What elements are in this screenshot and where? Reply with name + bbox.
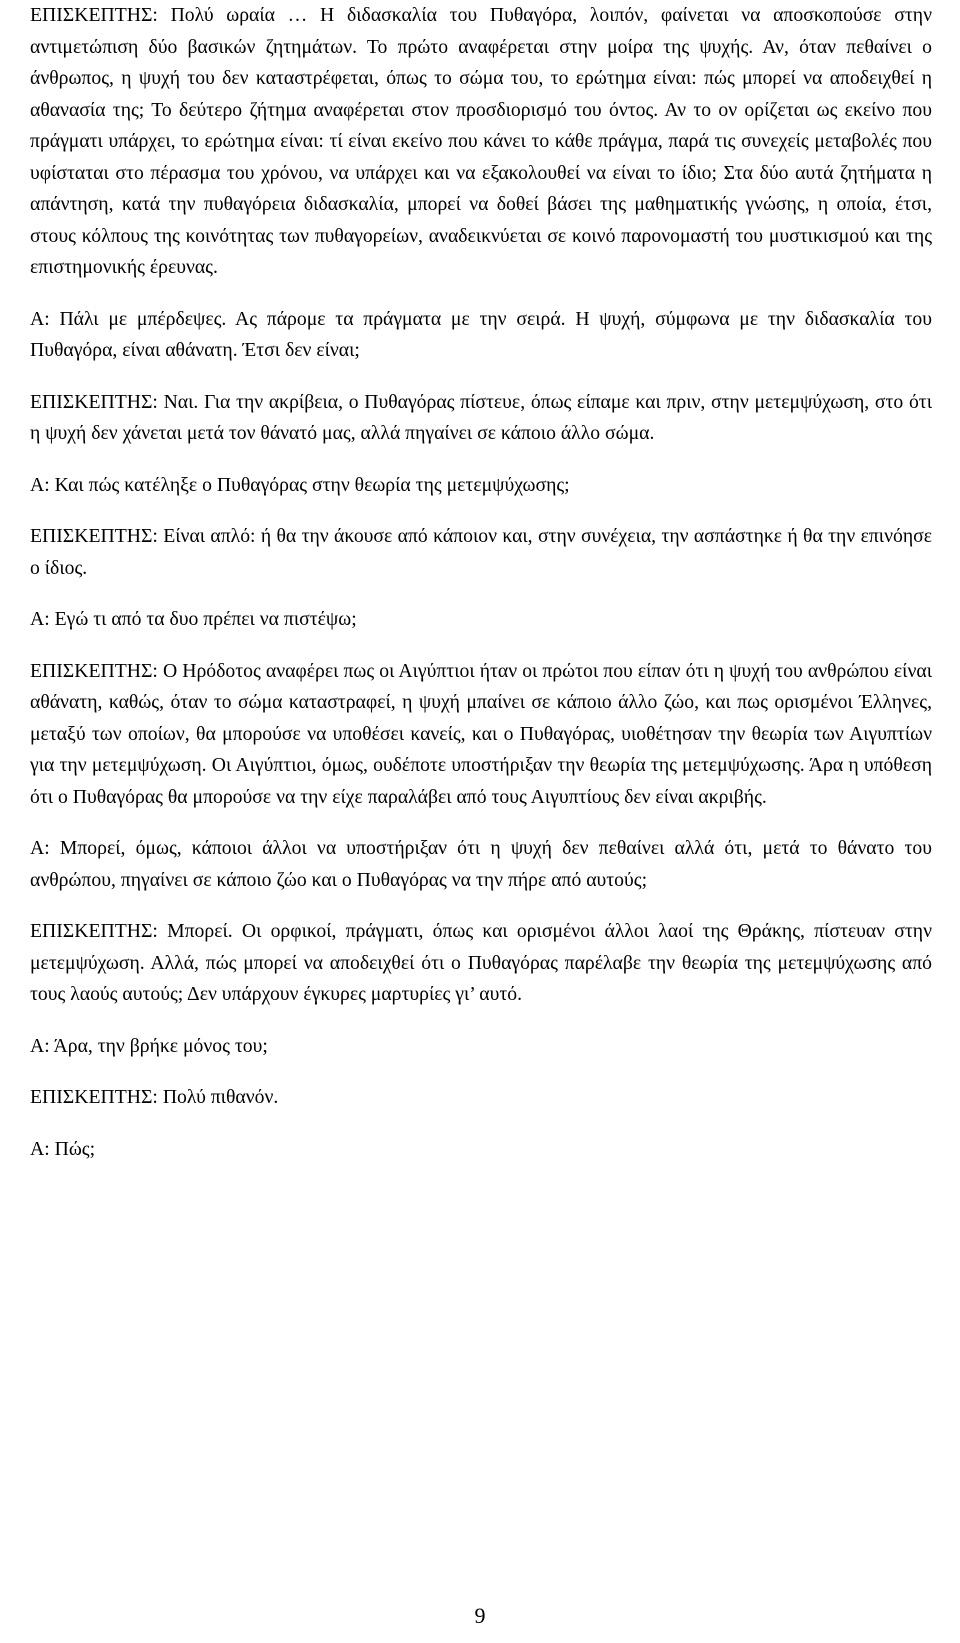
paragraph-a-alone: Α: Άρα, την βρήκε μόνος του; (30, 1034, 268, 1057)
paragraph-a-others: Α: Μπορεί, όμως, κάποιοι άλλοι να υποστήριξαν ότι η ψυχή δεν πεθαίνει αλλά ότι, μετά το θάνατο του ανθρώπου, πηγαίνει σε κάποιο ζώο και ο Πυθαγόρας να την πήρε από αυτούς; (30, 837, 932, 891)
paragraph-visitor-herodotus: ΕΠΙΣΚΕΠΤΗΣ: Ο Ηρόδοτος αναφέρει πως οι Αιγύπτιοι ήταν οι πρώτοι που είπαν ότι η ψυχή του ανθρώπου είναι αθάνατη, καθώς, όταν το σώμα καταστραφεί, η ψυχή μπαίνει σε κάποιο άλλο ζώο, και πως ορισμένοι Έλληνες, μεταξύ των οποίων, θα μπορούσε να υποθέσει κανείς, και ο Πυθαγόρας, υιοθέτησαν την θεωρία των Αιγυπτίων για την μετεμψύχωση. Οι Αιγύπτιοι, όμως, ουδέποτε υποστήριξαν την θεωρία της μετεμψύχωσης. Άρα η υπόθεση ότι ο Πυθαγόρας θα μπορούσε να την είχε παραλάβει από τους Αιγυπτίους δεν είναι ακριβής. (30, 659, 932, 808)
paragraph-a-question-theory: Α: Και πώς κατέληξε ο Πυθαγόρας στην θεωρία της μετεμψύχωσης; (30, 473, 570, 496)
paragraph-visitor-pythagoras-teaching: ΕΠΙΣΚΕΠΤΗΣ: Πολύ ωραία … Η διδασκαλία του Πυθαγόρα, λοιπόν, φαίνεται να αποσκοπούσε στην αντιμετώπιση δύο βασικών ζητημάτων. Το πρώτο αναφέρεται στην μοίρα της ψυχής. Αν, όταν πεθαίνει ο άνθρωπος, η ψυχή του δεν καταστρέφεται, όπως το σώμα του, το ερώτημα είναι: πώς μπορεί να αποδειχθεί η αθανασία της; Το δεύτερο ζήτημα αναφέρεται στον προσδιορισμό του όντος. Αν το ον ορίζεται ως εκείνο που πράγματι υπάρχει, το ερώτημα είναι: τί είναι εκείνο που κάνει το κάθε πράγμα, παρά τις συνεχείς μεταβολές που υφίσταται στο πέρασμα του χρόνου, να υπάρχει και να εξακολουθεί να είναι το ίδιο; Στα δύο αυτά ζητήματα η απάντηση, κατά την πυθαγόρεια διδασκαλία, μπορεί να δοθεί βάσει της μαθηματικής γνώσης, η οποία, έτσι, στους κόλπους της κοινότητας των πυθαγορείων, αναδεικνύεται σε κοινό παρονομαστή του μυστικισμού και της επιστημονικής έρευνας. (30, 4, 932, 278)
dialogue-text-block (30, 0, 932, 1165)
paragraph-a-which-to-believe: Α: Εγώ τι από τα δυο πρέπει να πιστέψω; (30, 608, 357, 630)
paragraph-visitor-orphics: ΕΠΙΣΚΕΠΤΗΣ: Μπορεί. Οι ορφικοί, πράγματι, όπως και ορισμένοι άλλοι λαοί της Θράκης, πίστευαν στην μετεμψύχωση. Αλλά, πώς μπορεί να αποδειχθεί ότι ο Πυθαγόρας παρέλαβε την θεωρία της μετεμψύχωσης από τους λαούς αυτούς; Δεν υπάρχουν έγκυρες μαρτυρίες γι’ αυτό. (30, 920, 932, 1005)
page-number: 9 (474, 1603, 486, 1628)
paragraph-visitor-metempsychosis: ΕΠΙΣΚΕΠΤΗΣ: Ναι. Για την ακρίβεια, ο Πυθαγόρας πίστευε, όπως είπαμε και πριν, στην μετεμψύχωση, στο ότι η ψυχή δεν χάνεται μετά τον θάνατό μας, αλλά πηγαίνει σε κάποιο άλλο σώμα. (30, 390, 932, 444)
paragraph-visitor-likely: ΕΠΙΣΚΕΠΤΗΣ: Πολύ πιθανόν. (30, 1086, 279, 1108)
paragraph-visitor-simple: ΕΠΙΣΚΕΠΤΗΣ: Είναι απλό: ή θα την άκουσε από κάποιον και, στην συνέχεια, την ασπάστηκε ή θα την επινόησε ο ίδιος. (30, 525, 932, 579)
paragraph-a-confused: Α: Πάλι με μπέρδεψες. Ας πάρομε τα πράγματα με την σειρά. Η ψυχή, σύμφωνα με την διδασκαλία του Πυθαγόρα, είναι αθάνατη. Έτσι δεν είναι; (30, 307, 932, 361)
paragraph-a-how: Α: Πώς; (30, 1137, 96, 1160)
